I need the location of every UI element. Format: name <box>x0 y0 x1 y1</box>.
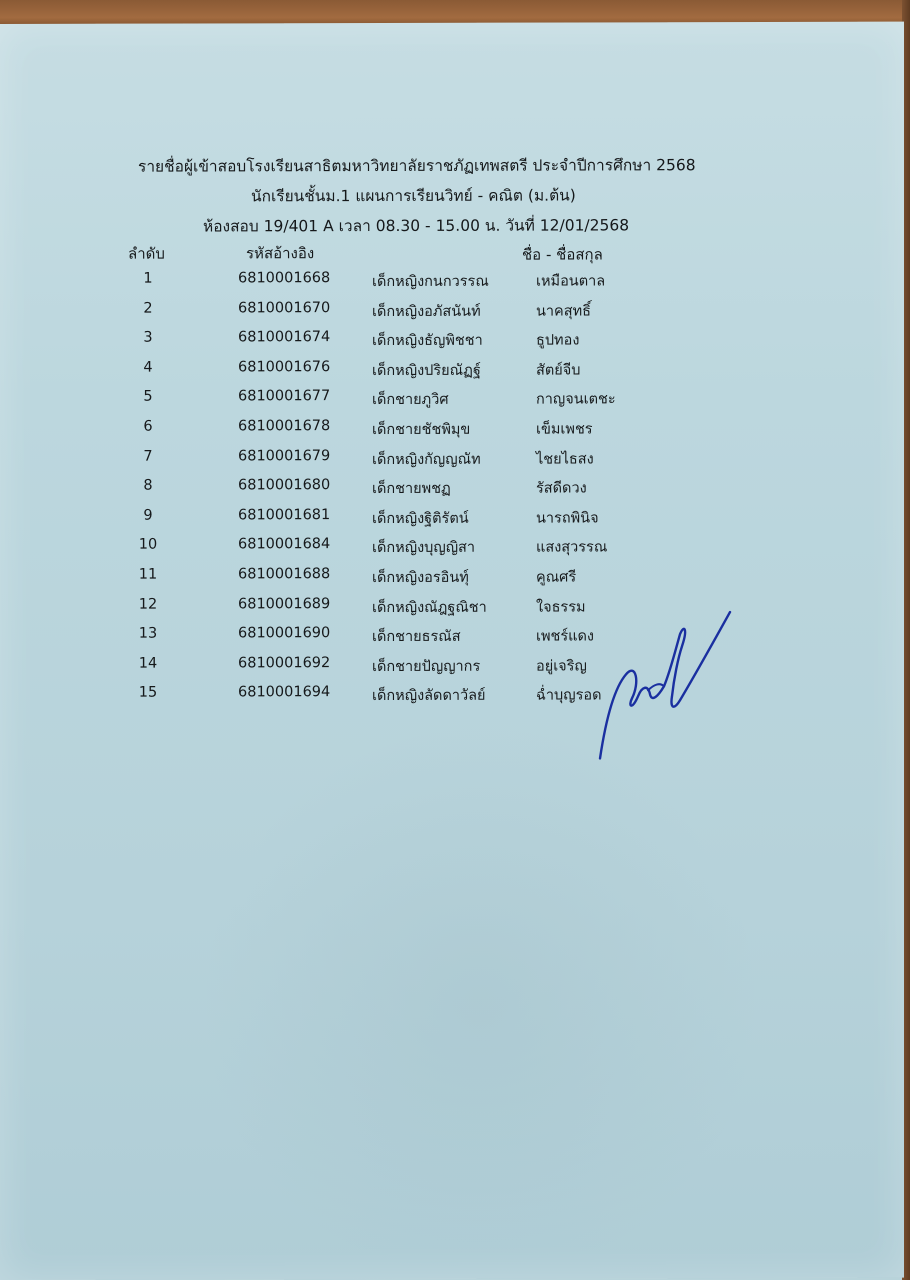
document-subtitle: นักเรียนชั้นม.1 แผนการเรียนวิทย์ - คณิต (ม.ต้น) <box>251 186 576 206</box>
reference-code: 6810001692 <box>238 654 331 672</box>
row-number: 14 <box>138 655 158 672</box>
table-row <box>0 328 900 358</box>
exam-room-info: ห้องสอบ 19/401 A เวลา 08.30 - 15.00 น. วันที่ 12/01/2568 <box>203 216 630 236</box>
student-first-name: เด็กหญิงลัดดาวัลย์ <box>372 688 486 705</box>
reference-code: 6810001676 <box>238 358 331 376</box>
row-number: 5 <box>143 388 153 406</box>
table-row <box>0 683 900 713</box>
row-number: 3 <box>143 329 153 346</box>
student-last-name: เข็มเพชร <box>536 421 593 438</box>
document-sheet <box>0 22 904 1280</box>
student-last-name: เหมือนตาล <box>536 273 606 290</box>
table-row <box>0 446 900 476</box>
student-last-name: รัสดีดวง <box>536 480 587 497</box>
student-last-name: คูณศรี <box>536 569 577 586</box>
student-first-name: เด็กหญิงณัฎฐณิชา <box>372 599 487 616</box>
student-first-name: เด็กหญิงกัญญณัท <box>372 451 481 468</box>
reference-code: 6810001678 <box>238 418 331 435</box>
student-last-name: กาญจนเตชะ <box>536 391 616 408</box>
student-last-name: ฉ่ำบุญรอด <box>536 687 602 704</box>
reference-code: 6810001690 <box>238 625 331 642</box>
reference-code: 6810001694 <box>238 684 331 701</box>
reference-code: 6810001684 <box>238 536 331 553</box>
column-header-number: ลำดับ <box>128 244 165 263</box>
student-first-name: เด็กหญิงบุญญิสา <box>372 540 476 557</box>
student-last-name: แสงสุวรรณ <box>536 539 608 556</box>
student-first-name: เด็กหญิงอรอินทุ์ <box>372 569 469 587</box>
student-first-name: เด็กหญิงปริยณัฏฐ์ <box>372 362 481 379</box>
reference-code: 6810001680 <box>238 477 331 494</box>
document-title: รายชื่อผู้เข้าสอบโรงเรียนสาธิตมหาวิทยาลัยราชภัฏเทพสตรี ประจำปีการศึกษา 2568 <box>138 156 696 176</box>
student-first-name: เด็กชายปัญญากร <box>372 658 481 675</box>
table-row <box>0 624 900 654</box>
table-row <box>0 387 900 417</box>
student-last-name: นารถพินิจ <box>536 510 599 527</box>
reference-code: 6810001668 <box>238 270 331 287</box>
table-row <box>0 594 900 624</box>
column-header-reference-code: รหัสอ้างอิง <box>246 244 315 263</box>
student-first-name: เด็กหญิงธัญพิชชา <box>372 332 483 350</box>
student-last-name: ไชยไธสง <box>536 451 594 468</box>
student-last-name: เพชร์แดง <box>536 628 594 645</box>
table-row <box>0 269 900 299</box>
student-last-name: ธูปทอง <box>536 332 580 349</box>
student-first-name: เด็กหญิงกนกวรรณ <box>372 273 489 291</box>
table-row <box>0 653 900 683</box>
student-first-name: เด็กชายภูวิศ <box>372 392 449 409</box>
student-last-name: อยู่เจริญ <box>536 658 587 675</box>
table-row <box>0 505 900 535</box>
row-number: 8 <box>143 477 153 494</box>
row-number: 6 <box>143 418 153 435</box>
column-header-full-name: ชื่อ - ชื่อสกุล <box>522 245 603 264</box>
reference-code: 6810001677 <box>238 388 331 405</box>
reference-code: 6810001689 <box>238 595 331 612</box>
table-row <box>0 476 900 506</box>
student-first-name: เด็กชายพชฏ <box>372 481 451 498</box>
student-first-name: เด็กหญิงฐิติรัตน์ <box>372 510 469 527</box>
row-number: 11 <box>138 566 158 583</box>
row-number: 10 <box>138 536 158 554</box>
row-number: 7 <box>143 448 153 465</box>
student-first-name: เด็กหญิงอภัสนันท์ <box>372 303 481 320</box>
handwritten-signature <box>592 600 742 770</box>
table-row <box>0 357 900 387</box>
row-number: 12 <box>138 596 158 613</box>
row-number: 9 <box>143 507 153 524</box>
student-first-name: เด็กชายธรณัส <box>372 628 461 646</box>
row-number: 13 <box>138 625 158 642</box>
student-first-name: เด็กชายชัชพิมุข <box>372 421 471 439</box>
student-last-name: ใจธรรม <box>536 599 586 616</box>
table-row <box>0 417 900 447</box>
row-number: 4 <box>143 359 153 376</box>
student-last-name: นาคสุทธิ์ <box>536 303 592 320</box>
reference-code: 6810001688 <box>238 566 331 583</box>
row-number: 1 <box>143 270 153 287</box>
table-row <box>0 535 900 565</box>
row-number: 2 <box>143 300 153 317</box>
student-last-name: สัตย์จีบ <box>536 362 581 379</box>
table-row <box>0 565 900 595</box>
reference-code: 6810001681 <box>238 506 331 524</box>
table-row <box>0 298 900 328</box>
row-number: 15 <box>138 684 158 702</box>
reference-code: 6810001670 <box>238 299 331 316</box>
reference-code: 6810001674 <box>238 329 331 346</box>
reference-code: 6810001679 <box>238 447 331 464</box>
